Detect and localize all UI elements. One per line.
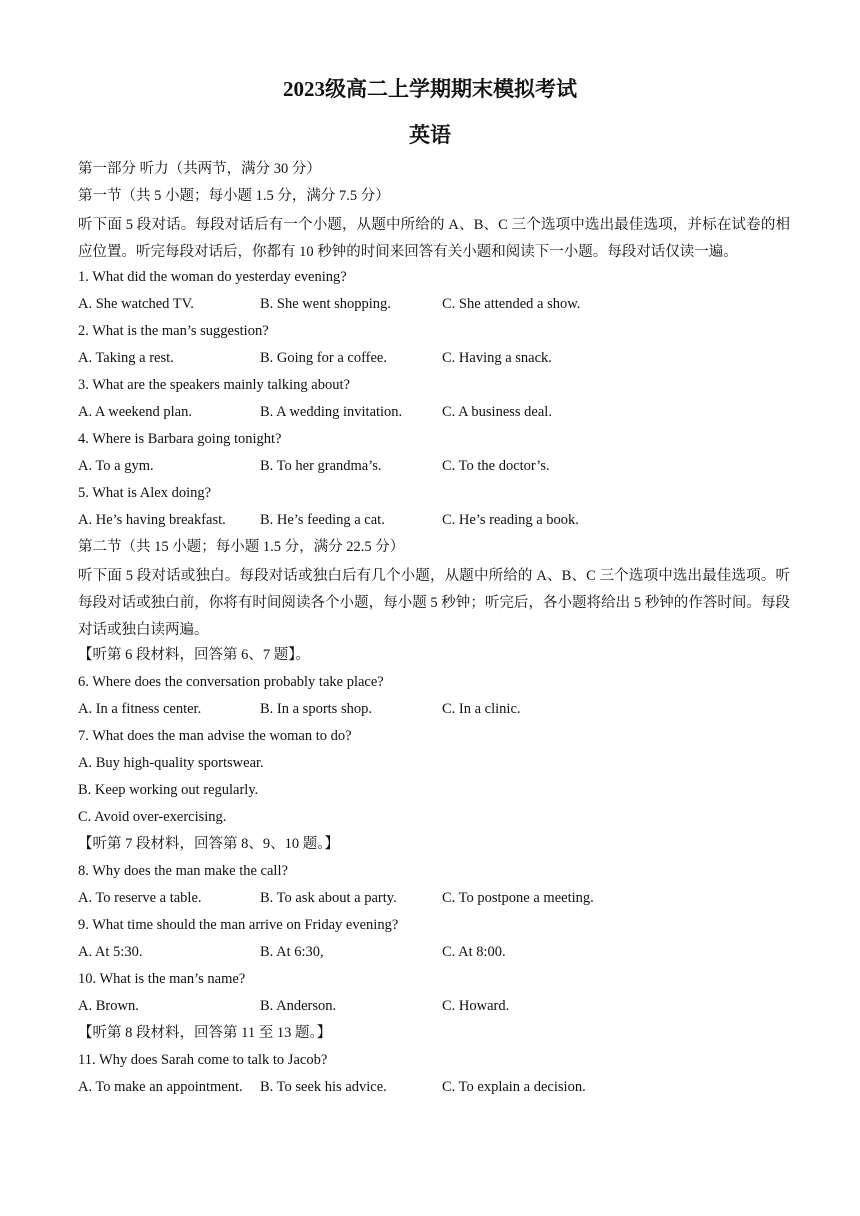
section-heading: 第二节（共 15 小题；每小题 1.5 分，满分 22.5 分） xyxy=(78,539,405,555)
option-b: B. Keep working out regularly. xyxy=(78,782,259,798)
option-a: A. Brown. xyxy=(78,998,139,1014)
option-b: B. At 6:30, xyxy=(260,944,324,960)
option-b: B. Anderson. xyxy=(260,998,337,1014)
option-c: C. In a clinic. xyxy=(442,701,521,717)
part-heading: 第一部分 听力（共两节，满分 30 分） xyxy=(78,161,321,177)
question-stem: 1. What did the woman do yesterday evening? xyxy=(78,269,347,285)
option-c: C. Avoid over-exercising. xyxy=(78,809,227,825)
option-a: A. In a fitness center. xyxy=(78,701,202,717)
section-instructions: 听下面 5 段对话。每段对话后有一个小题，从题中所给的 A、B、C 三个选项中选出最佳选项，并标在试卷的相应位置。听完每段对话后，你都有 10 秒钟的时间来回答有关小题和阅读下一小题。每段对话仅读一遍。 xyxy=(78,217,790,260)
question-stem: 2. What is the man’s suggestion? xyxy=(78,323,269,339)
option-c: C. To the doctor’s. xyxy=(442,458,550,474)
question-stem: 3. What are the speakers mainly talking about? xyxy=(78,377,350,393)
option-a: A. To make an appointment. xyxy=(78,1079,243,1095)
option-b: B. In a sports shop. xyxy=(260,701,372,717)
option-b: B. To her grandma’s. xyxy=(260,458,382,474)
section-heading: 第一节（共 5 小题；每小题 1.5 分，满分 7.5 分） xyxy=(78,188,390,204)
question-stem: 5. What is Alex doing? xyxy=(78,485,212,501)
question-stem: 10. What is the man’s name? xyxy=(78,971,246,987)
material-note: 【听第 7 段材料，回答第 8、9、10 题。】 xyxy=(78,836,339,852)
question-options xyxy=(78,698,790,725)
option-a: A. He’s having breakfast. xyxy=(78,512,226,528)
option-a: A. Buy high-quality sportswear. xyxy=(78,755,264,771)
option-b: B. He’s feeding a cat. xyxy=(260,512,385,528)
question-options xyxy=(78,347,790,374)
exam-content xyxy=(78,158,790,1103)
question-options xyxy=(78,455,790,482)
option-c: C. To explain a decision. xyxy=(442,1079,586,1095)
question-stem: 11. Why does Sarah come to talk to Jacob? xyxy=(78,1052,328,1068)
material-note: 【听第 6 段材料，回答第 6、7 题】。 xyxy=(78,647,310,663)
exam-title: 2023级高二上学期期末模拟考试 xyxy=(283,77,577,101)
option-b: B. She went shopping. xyxy=(260,296,391,312)
option-a: A. A weekend plan. xyxy=(78,404,192,420)
option-c: C. She attended a show. xyxy=(442,296,581,312)
option-b: B. To seek his advice. xyxy=(260,1079,387,1095)
option-a: A. She watched TV. xyxy=(78,296,194,312)
question-options xyxy=(78,1076,790,1103)
question-options xyxy=(78,887,790,914)
option-c: C. To postpone a meeting. xyxy=(442,890,594,906)
option-c: C. At 8:00. xyxy=(442,944,506,960)
material-note: 【听第 8 段材料，回答第 11 至 13 题。】 xyxy=(78,1025,332,1041)
option-a: A. At 5:30. xyxy=(78,944,143,960)
option-a: A. Taking a rest. xyxy=(78,350,174,366)
option-c: C. A business deal. xyxy=(442,404,552,420)
section-instructions: 听下面 5 段对话或独白。每段对话或独白后有几个小题，从题中所给的 A、B、C 三个选项中选出最佳选项。听每段对话或独白前，你将有时间阅读各个小题，每小题 5 秒钟；听完后，各小题将给出 5 秒钟的作答时间。每段对话或独白读两遍。 xyxy=(78,568,790,638)
question-options xyxy=(78,293,790,320)
question-stem: 7. What does the man advise the woman to do? xyxy=(78,728,352,744)
option-b: B. To ask about a party. xyxy=(260,890,397,906)
question-stem: 6. Where does the conversation probably take place? xyxy=(78,674,384,690)
option-b: B. A wedding invitation. xyxy=(260,404,403,420)
question-stem: 4. Where is Barbara going tonight? xyxy=(78,431,282,447)
question-options xyxy=(78,509,790,536)
option-a: A. To a gym. xyxy=(78,458,154,474)
option-a: A. To reserve a table. xyxy=(78,890,202,906)
question-options xyxy=(78,941,790,968)
option-c: C. Howard. xyxy=(442,998,510,1014)
question-stem: 9. What time should the man arrive on Friday evening? xyxy=(78,917,399,933)
question-options xyxy=(78,401,790,428)
exam-subject: 英语 xyxy=(409,123,451,147)
question-stem: 8. Why does the man make the call? xyxy=(78,863,288,879)
option-c: C. Having a snack. xyxy=(442,350,552,366)
question-options xyxy=(78,995,790,1022)
option-c: C. He’s reading a book. xyxy=(442,512,579,528)
option-b: B. Going for a coffee. xyxy=(260,350,387,366)
